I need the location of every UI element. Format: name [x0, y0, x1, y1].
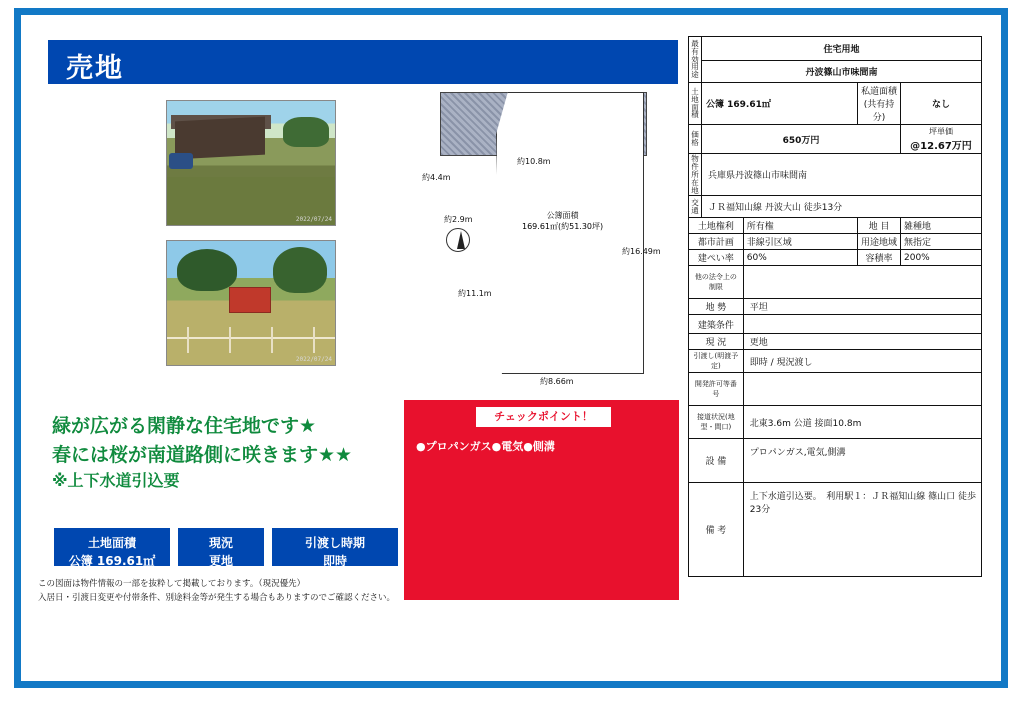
dim-left-lower: 約11.1m	[458, 289, 492, 298]
checkpoint-heading-box	[475, 406, 612, 428]
table-row	[689, 406, 982, 439]
row-label-remarks: 備 考	[689, 483, 744, 577]
photo1-timestamp: 2022/07/24	[295, 216, 332, 223]
photo2-fence-post	[313, 327, 315, 353]
row-label-terrain: 地 勢	[689, 299, 744, 315]
summary-box-3-value: 即時	[322, 554, 347, 568]
photo2-fence-wire	[167, 337, 335, 339]
table-row-property-address	[689, 154, 982, 196]
dim-left-upper: 約4.4m	[422, 173, 451, 182]
address-value: 丹波篠山市味間南	[702, 61, 982, 83]
lot-outline	[496, 92, 644, 374]
row-label-far: 容積率	[858, 250, 901, 266]
checkpoint-box	[404, 400, 679, 600]
row-label-land-area: 土地面積	[689, 83, 702, 125]
row-label-road-access: 接道状況(地型・間口)	[689, 406, 744, 439]
row-label-handover: 引渡し(明渡予定)	[689, 350, 744, 373]
photo2-red-hut	[229, 287, 271, 313]
site-plan	[410, 88, 680, 388]
row-value-chimoku: 雑種地	[901, 218, 982, 234]
table-row-traffic	[689, 196, 982, 218]
row-value-handover: 即時 / 現況渡し	[743, 350, 981, 373]
private-road-label: 私道面積 (共有持分)	[858, 83, 901, 125]
disclaimer-line-1: この図面は物件情報の一部を抜粋して掲載しております。（現況優先）	[38, 579, 306, 589]
summary-box-1-label: 土地面積	[87, 536, 136, 550]
table-row-price	[689, 125, 982, 154]
row-value-build-condition	[743, 315, 981, 334]
row-label-land-right: 土地権利	[689, 218, 744, 234]
lot-area-label: 公簿面積	[546, 211, 579, 220]
row-label-permit-no: 開発許可等番号	[689, 373, 744, 406]
unit-price-cell	[901, 125, 982, 154]
row-label-coverage: 建ぺい率	[689, 250, 744, 266]
land-area-value: 公簿 169.61㎡	[702, 83, 858, 125]
north-arrow-icon	[446, 228, 470, 252]
lot-area-annotation	[522, 210, 603, 232]
summary-box-1-value: 公簿 169.61㎡	[68, 554, 156, 568]
table-row	[689, 234, 982, 250]
table-row	[689, 315, 982, 334]
row-value-road-access: 北東3.6m 公道 接面10.8m	[743, 406, 981, 439]
photo2-fence-post	[271, 327, 273, 353]
table-row	[689, 299, 982, 315]
use-value: 住宅用地	[702, 37, 982, 61]
row-value-terrain: 平坦	[743, 299, 981, 315]
row-value-land-right: 所有権	[743, 218, 857, 234]
photo2-fence-post	[187, 327, 189, 353]
catch-line-2: 春には桜が南道路側に咲きます★★	[52, 443, 353, 466]
table-row	[689, 483, 982, 577]
photo2-fence-post	[229, 327, 231, 353]
table-row-use	[689, 37, 982, 61]
row-label-facilities: 設 備	[689, 439, 744, 483]
dim-top: 約10.8m	[517, 157, 551, 166]
summary-box-2-label: 現況	[208, 536, 233, 550]
summary-box-handover	[272, 528, 398, 566]
table-row	[689, 439, 982, 483]
catch-line-3: ※上下水道引込要	[52, 471, 180, 490]
summary-box-condition	[178, 528, 264, 566]
row-value-remarks: 上下水道引込要。 利用駅１：ＪＲ福知山線 篠山口 徒歩23分	[743, 483, 981, 577]
summary-box-land-area	[54, 528, 170, 566]
dim-left-mid: 約2.9m	[444, 215, 473, 224]
checkpoint-items: ●プロパンガス●電気●側溝	[416, 440, 555, 453]
table-row	[689, 334, 982, 350]
private-road-value: なし	[901, 83, 982, 125]
property-detail-table	[688, 36, 982, 577]
table-row	[689, 350, 982, 373]
photo2-tree-left	[177, 249, 237, 291]
row-label-traffic: 交通	[689, 196, 702, 218]
table-row	[689, 250, 982, 266]
table-row-address	[689, 61, 982, 83]
disclaimer	[38, 578, 418, 605]
table-row	[689, 266, 982, 299]
row-value-other-laws	[743, 266, 981, 299]
photo1-tree	[283, 117, 329, 147]
row-label-use: 最有効用途	[689, 37, 702, 83]
property-photo-1	[166, 100, 336, 226]
row-value-current-state: 更地	[743, 334, 981, 350]
row-label-chimoku: 地 目	[858, 218, 901, 234]
row-value-city-plan: 非線引区域	[743, 234, 857, 250]
table-row-land-area	[689, 83, 982, 125]
property-address-value: 兵庫県丹波篠山市味間南	[702, 154, 982, 196]
dim-bottom: 約8.66m	[540, 377, 574, 386]
catch-line-1: 緑が広がる閑静な住宅地です★	[52, 415, 317, 437]
row-label-current-state: 現 況	[689, 334, 744, 350]
row-label-build-condition: 建築条件	[689, 315, 744, 334]
photo2-timestamp: 2022/07/24	[295, 356, 332, 363]
traffic-value: ＪＲ福知山線 丹波大山 徒歩13分	[702, 196, 982, 218]
row-label-other-laws: 他の法令上の制限	[689, 266, 744, 299]
page-title: 売地	[66, 53, 124, 84]
dim-right: 約16.49m	[622, 247, 661, 256]
disclaimer-line-2: 入居日・引渡日変更や付帯条件、別途料金等が発生する場合もありますのでご確認ください。	[38, 592, 396, 603]
lot-area-value: 169.61㎡(約51.30坪)	[522, 222, 604, 232]
unit-price-value: @12.67万円	[910, 141, 972, 152]
row-value-coverage: 60%	[743, 250, 857, 266]
page-title-bar	[48, 40, 678, 84]
catch-copy	[52, 412, 402, 493]
unit-price-label: 坪単価	[929, 127, 953, 136]
summary-box-2-value: 更地	[208, 554, 233, 568]
price-value: 650万円	[702, 125, 901, 154]
photo1-car	[169, 153, 193, 169]
row-value-permit-no	[743, 373, 981, 406]
row-value-zoning: 無指定	[901, 234, 982, 250]
checkpoint-heading: チェックポイント！	[494, 410, 593, 423]
photo2-tree-right	[273, 247, 327, 293]
row-label-price: 価格	[689, 125, 702, 154]
table-row	[689, 373, 982, 406]
row-label-zoning: 用途地域	[858, 234, 901, 250]
row-value-facilities: プロパンガス,電気,側溝	[743, 439, 981, 483]
table-row	[689, 218, 982, 234]
summary-box-3-label: 引渡し時期	[304, 536, 365, 550]
row-label-city-plan: 都市計画	[689, 234, 744, 250]
property-photo-2	[166, 240, 336, 366]
row-label-property: 物件所在地	[689, 154, 702, 196]
row-value-far: 200%	[901, 250, 982, 266]
